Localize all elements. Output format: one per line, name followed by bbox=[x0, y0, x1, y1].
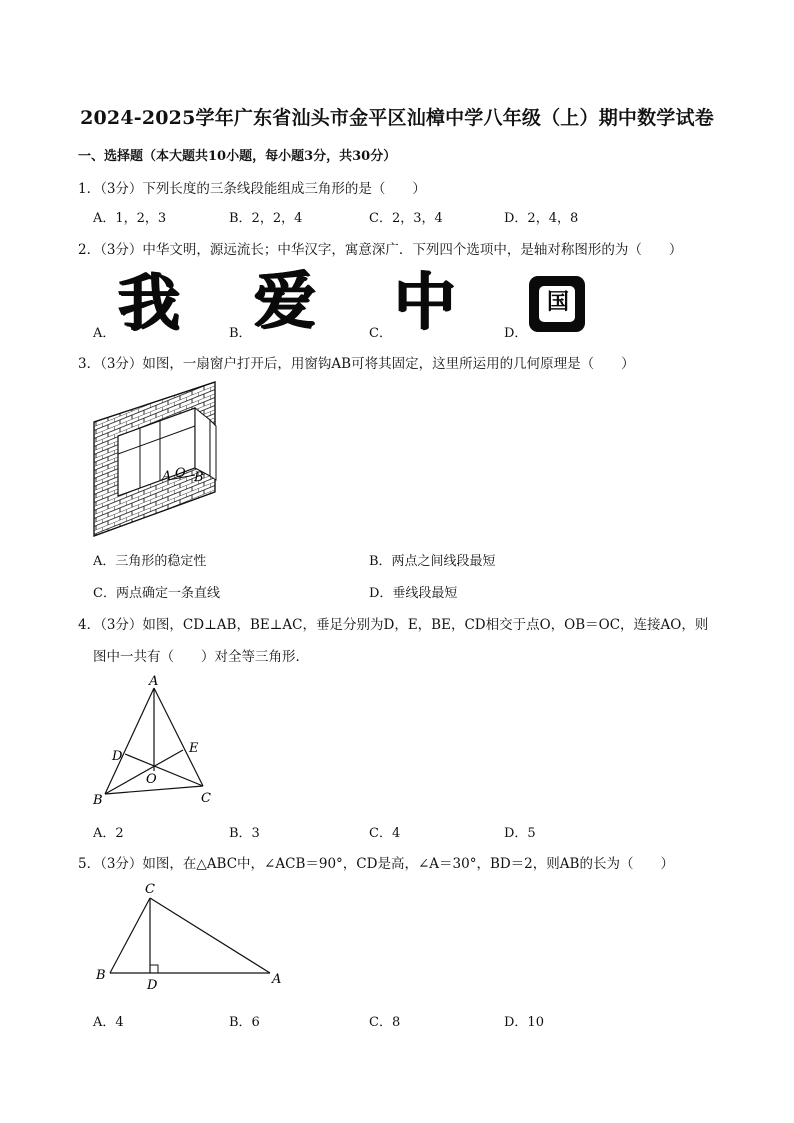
question-5-stem: 5．（3分）如图，在△ABC中，∠ACB＝90°，CD是高，∠A＝30°，BD＝2，则AB的长为（ ） bbox=[78, 856, 674, 872]
label-b: B bbox=[96, 968, 106, 983]
question-5-option-b: B．6 bbox=[229, 1015, 260, 1030]
label-c: C bbox=[201, 791, 211, 806]
question-2-stem: 2．（3分）中华文明，源远流长；中华汉字，寓意深广．下列四个选项中，是轴对称图形的为（ ） bbox=[78, 242, 683, 258]
question-4-option-d: D．5 bbox=[504, 826, 536, 841]
question-5-option-a: A．4 bbox=[93, 1015, 124, 1030]
label-d: D bbox=[147, 978, 158, 993]
question-2-option-a: A． bbox=[93, 326, 116, 341]
question-3-option-d: D．垂线段最短 bbox=[369, 586, 458, 601]
label-a: A bbox=[272, 972, 282, 987]
question-2-option-b: B． bbox=[229, 326, 252, 341]
window-figure bbox=[90, 380, 230, 540]
glyph-zhong-image: 中 bbox=[394, 265, 457, 338]
question-4-stem-line2: 图中一共有（ ）对全等三角形． bbox=[93, 649, 309, 665]
label-o: O bbox=[146, 772, 157, 787]
question-3-option-a: A．三角形的稳定性 bbox=[93, 554, 207, 569]
question-1-option-d: D．2，4，8 bbox=[504, 211, 579, 226]
question-1-stem: 1．（3分）下列长度的三条线段能组成三角形的是（ ） bbox=[78, 181, 426, 197]
label-a: A bbox=[162, 469, 172, 484]
question-5-option-c: C．8 bbox=[369, 1015, 401, 1030]
question-3-option-c: C．两点确定一条直线 bbox=[93, 586, 220, 601]
question-2-option-d: D． bbox=[504, 326, 528, 341]
label-b: B bbox=[93, 793, 103, 808]
question-4-option-b: B．3 bbox=[229, 826, 260, 841]
triangle-figure-q4 bbox=[88, 672, 218, 812]
question-1-option-c: C．2，3，4 bbox=[369, 211, 443, 226]
label-a: A bbox=[149, 674, 159, 689]
question-3-option-b: B．两点之间线段最短 bbox=[369, 554, 496, 569]
question-4-option-c: C．4 bbox=[369, 826, 401, 841]
label-d: D bbox=[112, 749, 123, 764]
question-4-stem-line1: 4．（3分）如图，CD⊥AB，BE⊥AC，垂足分别为D，E，BE，CD相交于点O，OB＝OC，连接AO，则 bbox=[78, 617, 709, 633]
question-4-option-a: A．2 bbox=[93, 826, 124, 841]
label-c: C bbox=[145, 882, 155, 897]
question-5-option-d: D．10 bbox=[504, 1015, 544, 1030]
triangle-figure-q5 bbox=[88, 878, 288, 993]
section-heading: 一、选择题（本大题共10小题，每小题3分，共30分） bbox=[78, 149, 397, 164]
question-1-option-a: A．1，2，3 bbox=[93, 211, 167, 226]
label-b: B bbox=[194, 470, 204, 485]
question-3-stem: 3．（3分）如图，一扇窗户打开后，用窗钩AB可将其固定，这里所运用的几何原理是（ ） bbox=[78, 356, 635, 372]
glyph-wo-image: 我 bbox=[118, 266, 181, 339]
label-o: O bbox=[175, 466, 186, 481]
label-e: E bbox=[189, 741, 199, 756]
question-2-option-c: C． bbox=[369, 326, 392, 341]
glyph-guo-image: 国 bbox=[529, 276, 585, 332]
question-1-option-b: B．2，2，4 bbox=[229, 211, 303, 226]
glyph-ai-image: 爱 bbox=[254, 264, 317, 337]
paper-title: 2024-2025学年广东省汕头市金平区汕樟中学八年级（上）期中数学试卷 bbox=[80, 107, 714, 129]
